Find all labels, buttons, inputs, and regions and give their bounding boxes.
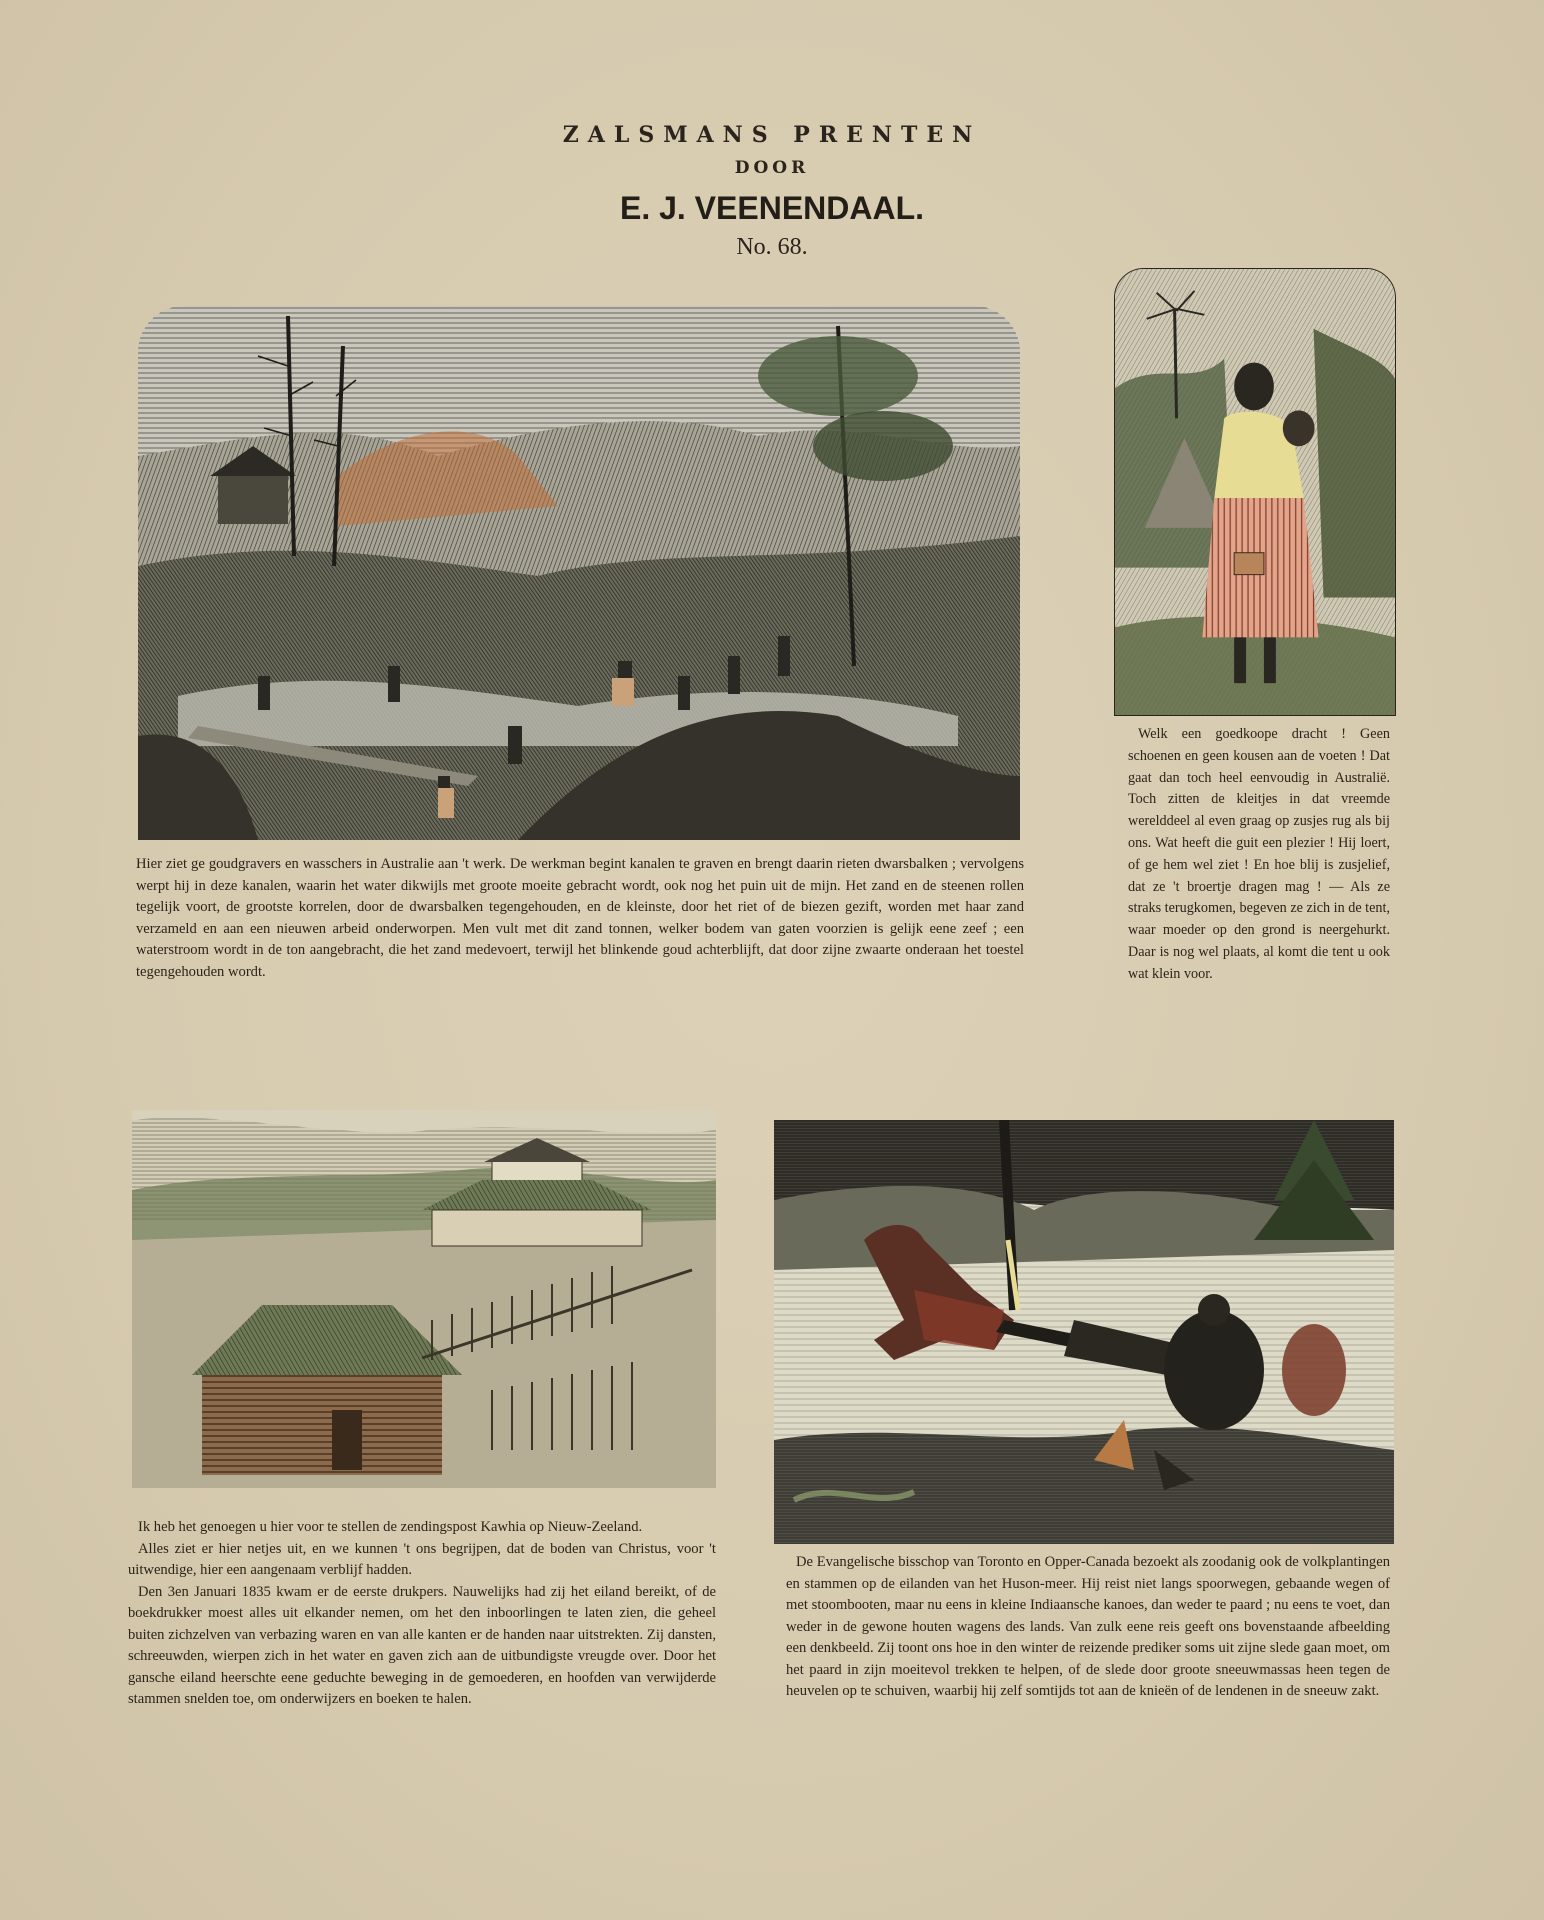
- gold-diggers-caption: [136, 854, 1024, 983]
- mother-caption-paragraph: Welk een goedkoope dracht ! Geen schoenen en geen kousen aan de voeten ! Dat gaat dan toch heel eenvoudig in Australië. Toch zitten de kleitjes in dat vreemde werelddeel al even graag op zusjes rug als bij ons. Wat heeft die guit een plezier ! Hij loert, of ge hem wel ziet ! En hoe blij is zusjelief, dat ze 't broertje dragen mag ! — Als ze straks terugkomen, begeven ze zich in de tent, waar moeder op den grond is neergehurkt. Daar is nog wel plaats, al komt die tent u ook wat klein voor.: [1128, 726, 1390, 982]
- series-title: ZALSMANS PRENTEN: [562, 122, 982, 148]
- gold-caption-paragraph: Hier ziet ge goudgravers en wasschers in Australie aan 't werk. De werkman begint kanalen te graven en brengt daarin rieten dwarsbalken ; vervolgens werpt hij in deze kanalen, waarin het water dikwijls met groote moeite gebracht wordt, ook nog het puin uit de mijn. Het zand en de steenen rollen tegelijk voort, de grootste korrelen, door de dwarsbalken tegengehouden, en de kleinste, door het riet of de biezen gezift, worden met haar zand verzameld en aan een nieuwen arbeid onderworpen. Men vult met dit zand tonnen, welker bodem van gaten voorzien is gelijk eene zeef ; een waterstroom wordt in de ton aangebracht, die het zand medevoert, terwijl het blinkende goud achterblijft, dat door zijne zwaarte onderaan het toestel tegengehouden wordt.: [136, 856, 1024, 980]
- bishop-sled-illustration: [774, 1120, 1394, 1544]
- bishop-sled-caption: [786, 1552, 1390, 1703]
- author-name: E. J. VEENENDAAL.: [619, 190, 925, 226]
- mother-child-illustration: [1114, 268, 1396, 716]
- bishop-caption-paragraph: De Evangelische bisschop van Toronto en Opper-Canada bezoekt als zoodanig ook de volkplantingen en stammen op de eilanden van het Huson-meer. Hij reist niet langs spoorwegen, gebaande wegen of met stoombooten, maar nu eens in kleine Indiaansche kanoes, dan weder te paard ; nu eens te voet, dan weder in de gewone houten wagens des lands. Van zulk eene reis geeft ons bovenstaande afbeelding een denkbeeld. Zij toont ons hoe in den winter de reizende prediker soms uit zijne slede gaan moet, om het paard in zijn moeitevol trekken te helpen, of de slede door groote sneeuwmassas heen tegen de heuvelen op te schuiven, waarbij hij zelf somtijds tot aan de knieën of de lendenen in de sneeuw zakt.: [786, 1554, 1390, 1699]
- mission-post-caption: [128, 1517, 716, 1711]
- mission-post-illustration: [132, 1110, 716, 1488]
- print-number: No. 68.: [736, 234, 808, 260]
- gold-diggers-illustration: [138, 306, 1020, 840]
- mission-caption-paragraph-2: Alles ziet er hier netjes uit, en we kunnen 't ons begrijpen, dat de boden van Christus, voor 't uitwendige, hier een aangenaam verblijf hadden.: [128, 1540, 716, 1578]
- mission-caption-paragraph-3: Den 3en Januari 1835 kwam er de eerste drukpers. Nauwelijks had zij het eiland bereikt, of de boekdrukker moest alles uit elkander nemen, om het den inboorlingen te laten zien, die geheel buiten zichzelven van verbazing waren en van alle kanten er de handen naar uitstrekten. Zij dansten, schreeuwden, wierpen zich in het water en gaven zich aan de uitbundigste vreugde over. Door het gansche eiland heerschte eene geduchte beweging in de gemoederen, en hoofden van verwijderde stammen snelden toe, om onderwijzers en boeken te halen.: [128, 1583, 716, 1707]
- mother-child-caption: [1128, 724, 1390, 986]
- series-by: DOOR: [734, 158, 810, 178]
- mission-caption-paragraph-1: Ik heb het genoegen u hier voor te stellen de zendingspost Kawhia op Nieuw-Zeeland.: [138, 1519, 643, 1535]
